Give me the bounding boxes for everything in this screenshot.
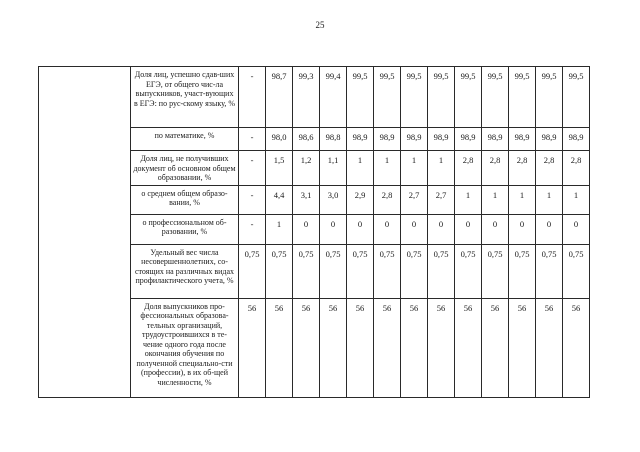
value-cell: 98,9	[455, 128, 482, 151]
value-cell: 0,75	[347, 244, 374, 298]
value-cell: 0,75	[266, 244, 293, 298]
value-cell: 56	[509, 298, 536, 397]
value-cell: 2,7	[401, 185, 428, 214]
value-cell: 99,5	[455, 67, 482, 128]
value-cell: 56	[266, 298, 293, 397]
value-cell: 2,9	[347, 185, 374, 214]
value-cell: 98,6	[293, 128, 320, 151]
value-cell: 1	[563, 185, 590, 214]
value-cell: 56	[374, 298, 401, 397]
value-cell: 0,75	[401, 244, 428, 298]
value-cell: 99,5	[401, 67, 428, 128]
indicator-label: о среднем общем образо-вании, %	[131, 185, 239, 214]
value-cell: 1,2	[293, 151, 320, 186]
value-cell: 0,75	[563, 244, 590, 298]
value-cell: 98,9	[509, 128, 536, 151]
value-cell: 0	[563, 214, 590, 244]
value-cell: 1	[401, 151, 428, 186]
value-cell: 56	[320, 298, 347, 397]
indicator-label: Удельный вес числа несовершеннолетних, со-стоящих на различных видах профилактического учета, %	[131, 244, 239, 298]
value-cell: 0,75	[293, 244, 320, 298]
value-cell: 2,8	[374, 185, 401, 214]
value-cell: 0	[347, 214, 374, 244]
value-cell: 99,5	[428, 67, 455, 128]
value-cell: 99,5	[482, 67, 509, 128]
value-cell: 0	[455, 214, 482, 244]
table-row	[39, 67, 590, 128]
value-cell: 0	[482, 214, 509, 244]
value-cell: 0	[509, 214, 536, 244]
value-cell: 0,75	[482, 244, 509, 298]
indicator-label: Доля лиц, успешно сдав-ших ЕГЭ, от общего чис-ла выпускников, участ-вующих в ЕГЭ: по рус-скому языку, %	[131, 67, 239, 128]
empty-first-column-cell	[39, 67, 131, 398]
value-cell: 0,75	[374, 244, 401, 298]
value-cell: 2,8	[536, 151, 563, 186]
value-cell: 2,8	[482, 151, 509, 186]
value-cell: 0,75	[536, 244, 563, 298]
value-cell: 3,1	[293, 185, 320, 214]
value-cell: -	[239, 151, 266, 186]
indicators-table	[38, 66, 590, 398]
value-cell: 56	[239, 298, 266, 397]
value-cell: 1,5	[266, 151, 293, 186]
value-cell: 0	[401, 214, 428, 244]
value-cell: 98,9	[428, 128, 455, 151]
value-cell: 4,4	[266, 185, 293, 214]
value-cell: 98,9	[401, 128, 428, 151]
value-cell: 56	[536, 298, 563, 397]
value-cell: 0	[293, 214, 320, 244]
value-cell: 98,7	[266, 67, 293, 128]
value-cell: 56	[293, 298, 320, 397]
value-cell: 2,8	[509, 151, 536, 186]
value-cell: 1	[509, 185, 536, 214]
value-cell: 0	[536, 214, 563, 244]
value-cell: 56	[563, 298, 590, 397]
value-cell: -	[239, 214, 266, 244]
value-cell: 2,7	[428, 185, 455, 214]
value-cell: 99,3	[293, 67, 320, 128]
value-cell: 99,5	[509, 67, 536, 128]
value-cell: 98,9	[536, 128, 563, 151]
value-cell: 56	[455, 298, 482, 397]
value-cell: 2,8	[455, 151, 482, 186]
indicator-label: Доля выпускников про-фессиональных образова-тельных организаций, трудоустроившихся в те-чение одного года после окончания обучения по полученной специально-сти (профессии), в их об-щей численности, %	[131, 298, 239, 397]
indicator-label: по математике, %	[131, 128, 239, 151]
value-cell: 0,75	[428, 244, 455, 298]
value-cell: -	[239, 185, 266, 214]
value-cell: 99,5	[347, 67, 374, 128]
value-cell: 56	[482, 298, 509, 397]
value-cell: 1,1	[320, 151, 347, 186]
value-cell: 99,5	[563, 67, 590, 128]
value-cell: 98,9	[347, 128, 374, 151]
value-cell: 2,8	[563, 151, 590, 186]
value-cell: 0,75	[239, 244, 266, 298]
value-cell: -	[239, 67, 266, 128]
value-cell: 98,0	[266, 128, 293, 151]
page-number: 25	[315, 20, 325, 30]
indicator-label: о профессиональном об-разовании, %	[131, 214, 239, 244]
value-cell: 1	[266, 214, 293, 244]
value-cell: -	[239, 128, 266, 151]
value-cell: 0,75	[509, 244, 536, 298]
value-cell: 3,0	[320, 185, 347, 214]
value-cell: 1	[428, 151, 455, 186]
value-cell: 99,5	[536, 67, 563, 128]
value-cell: 1	[536, 185, 563, 214]
value-cell: 1	[347, 151, 374, 186]
value-cell: 99,4	[320, 67, 347, 128]
value-cell: 56	[428, 298, 455, 397]
value-cell: 0,75	[320, 244, 347, 298]
value-cell: 0	[374, 214, 401, 244]
value-cell: 1	[374, 151, 401, 186]
value-cell: 1	[482, 185, 509, 214]
value-cell: 98,8	[320, 128, 347, 151]
value-cell: 0	[428, 214, 455, 244]
value-cell: 98,9	[482, 128, 509, 151]
value-cell: 1	[455, 185, 482, 214]
value-cell: 0	[320, 214, 347, 244]
value-cell: 99,5	[374, 67, 401, 128]
value-cell: 98,9	[374, 128, 401, 151]
value-cell: 98,9	[563, 128, 590, 151]
indicator-label: Доля лиц, не получивших документ об основном общем образовании, %	[131, 151, 239, 186]
value-cell: 56	[401, 298, 428, 397]
value-cell: 56	[347, 298, 374, 397]
value-cell: 0,75	[455, 244, 482, 298]
